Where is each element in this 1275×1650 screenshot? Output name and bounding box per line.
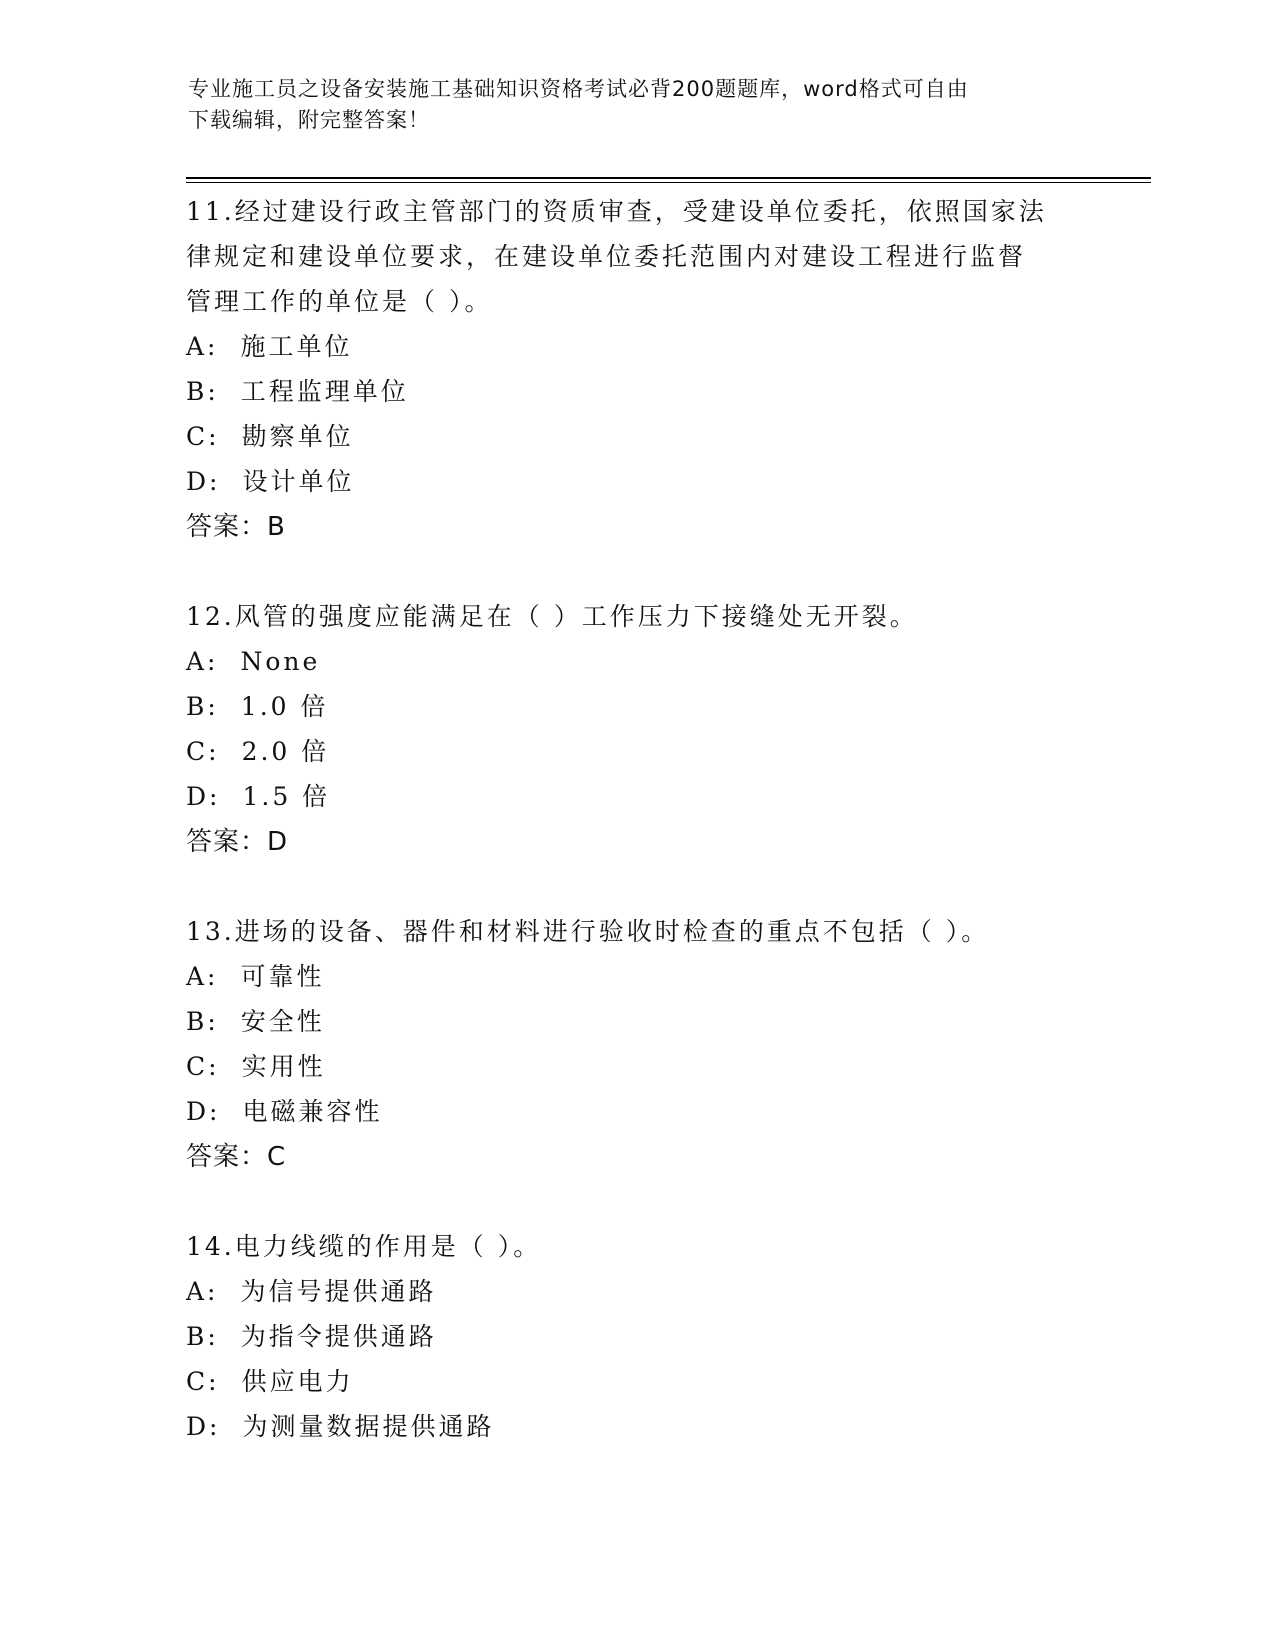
option-d — [186, 1089, 1086, 1134]
option-letter: B: — [186, 1007, 219, 1036]
option-letter: A: — [186, 332, 219, 361]
option-b — [186, 369, 1086, 414]
option-text: 施工单位 — [240, 332, 353, 361]
option-b — [186, 684, 1086, 729]
option-d — [186, 774, 1086, 819]
option-letter: B: — [186, 377, 219, 406]
answer-line: 答案：C — [186, 1142, 287, 1172]
option-c — [186, 1359, 1086, 1404]
option-letter: B: — [186, 1322, 219, 1351]
option-text: 供应电力 — [241, 1367, 354, 1396]
stem-line: 11.经过建设行政主管部门的资质审查，受建设单位委托，依照国家法 — [186, 197, 1047, 226]
document-header — [188, 74, 1088, 136]
option-text: 安全性 — [240, 1007, 325, 1036]
stem-line: 管理工作的单位是（ ）。 — [186, 287, 493, 316]
option-text: 电磁兼容性 — [242, 1097, 383, 1126]
option-c — [186, 729, 1086, 774]
header-divider-thick — [186, 177, 1151, 179]
option-text: 为测量数据提供通路 — [242, 1412, 495, 1441]
option-text: 可靠性 — [240, 962, 325, 991]
option-letter: D: — [186, 1097, 221, 1126]
option-c — [186, 1044, 1086, 1089]
answer-line: 答案：D — [186, 827, 289, 857]
option-letter: A: — [186, 962, 219, 991]
option-a — [186, 324, 1086, 369]
question-13 — [186, 909, 1086, 1180]
option-text: 1.0 倍 — [240, 692, 329, 721]
option-letter: C: — [186, 1367, 220, 1396]
option-b — [186, 999, 1086, 1044]
question-14 — [186, 1224, 1086, 1449]
option-text: None — [240, 647, 321, 676]
question-stem — [186, 189, 1086, 324]
option-a — [186, 954, 1086, 999]
option-text: 为指令提供通路 — [240, 1322, 437, 1351]
option-letter: B: — [186, 692, 219, 721]
option-text: 勘察单位 — [241, 422, 354, 451]
stem-line: 12.风管的强度应能满足在（ ）工作压力下接缝处无开裂。 — [186, 602, 918, 631]
question-12 — [186, 594, 1086, 865]
stem-line: 律规定和建设单位要求，在建设单位委托范围内对建设工程进行监督 — [186, 242, 1027, 271]
question-stem — [186, 594, 1086, 639]
option-letter: A: — [186, 1277, 219, 1306]
option-a — [186, 639, 1086, 684]
option-d — [186, 1404, 1086, 1449]
header-line-2: 下载编辑，附完整答案！ — [188, 108, 430, 132]
option-letter: C: — [186, 422, 220, 451]
option-d — [186, 459, 1086, 504]
stem-line: 13.进场的设备、器件和材料进行验收时检查的重点不包括（ ）。 — [186, 917, 990, 946]
option-text: 为信号提供通路 — [240, 1277, 437, 1306]
question-stem — [186, 909, 1086, 954]
option-text: 设计单位 — [242, 467, 355, 496]
header-divider-thin — [186, 182, 1151, 183]
option-letter: D: — [186, 467, 221, 496]
header-line-1: 专业施工员之设备安装施工基础知识资格考试必背200题题库，word格式可自由 — [188, 77, 969, 101]
option-letter: C: — [186, 737, 220, 766]
option-text: 2.0 倍 — [241, 737, 330, 766]
option-c — [186, 414, 1086, 459]
option-text: 1.5 倍 — [242, 782, 331, 811]
option-letter: D: — [186, 1412, 221, 1441]
option-b — [186, 1314, 1086, 1359]
question-11 — [186, 189, 1086, 550]
option-letter: D: — [186, 782, 221, 811]
question-list — [186, 189, 1086, 1493]
question-stem — [186, 1224, 1086, 1269]
option-letter: C: — [186, 1052, 220, 1081]
option-letter: A: — [186, 647, 219, 676]
option-a — [186, 1269, 1086, 1314]
answer-line: 答案：B — [186, 512, 286, 542]
option-text: 实用性 — [241, 1052, 326, 1081]
option-text: 工程监理单位 — [240, 377, 409, 406]
stem-line: 14.电力线缆的作用是（ ）。 — [186, 1232, 542, 1261]
